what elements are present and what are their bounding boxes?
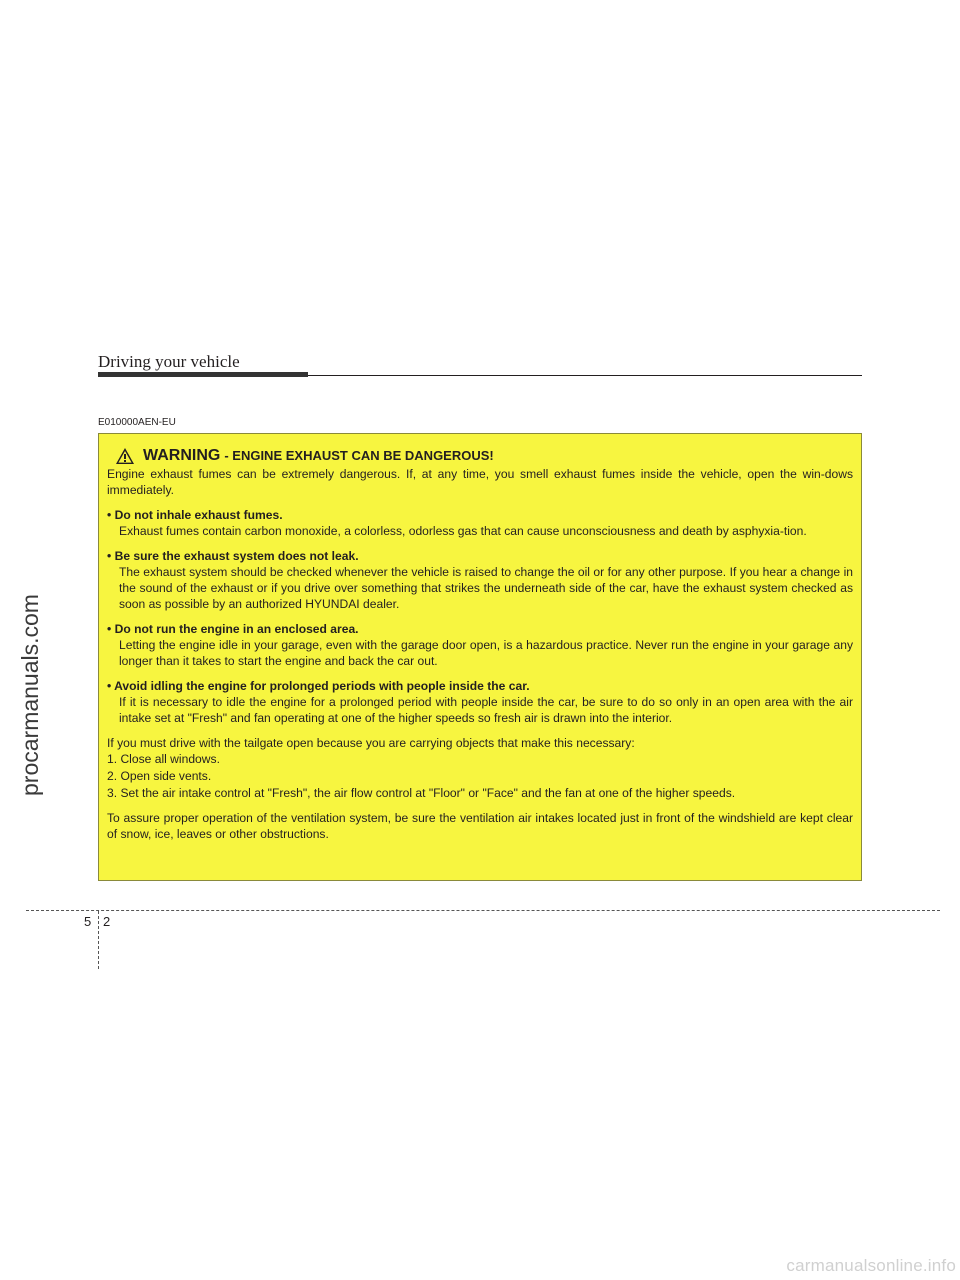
side-watermark [6,540,50,800]
bullet-title: • Avoid idling the engine for prolonged periods with people inside the car. [107,679,530,693]
step-item: 3. Set the air intake control at "Fresh", the air flow control at "Floor" or "Face" and the fan at one of the higher speeds. [107,786,736,800]
bullet-title: • Be sure the exhaust system does not leak. [107,549,359,563]
bullet-body: Letting the engine idle in your garage, even with the garage door open, is a hazardous practice. Never run the engine in your garage any longer than it takes to start the engine and back the car out. [119,638,853,668]
footer-vertical-rule [98,911,99,969]
side-watermark-text: procarmanuals.com [17,594,43,796]
bullet-body: The exhaust system should be checked whenever the vehicle is raised to change the oil or for any other purpose. If you hear a change in the sound of the exhaust or if you drive over something that strikes the underneath side of the car, have the exhaust system checked as soon as possible by an authorized HYUNDAI dealer. [119,565,853,611]
warning-intro: Engine exhaust fumes can be extremely dangerous. If, at any time, you smell exhaust fumes inside the vehicle, open the win-dows immediately. [107,467,853,497]
bullet-title: • Do not run the engine in an enclosed area. [107,622,359,636]
footer-dashed-rule [26,910,940,911]
chapter-number: 5 [84,914,92,929]
bullet-title: • Do not inhale exhaust fumes. [107,508,283,522]
warning-label: WARNING [143,447,221,464]
page-header-title: Driving your vehicle [98,352,240,371]
step-item: 1. Close all windows. [107,752,220,766]
page-number: 2 [103,914,111,929]
tailgate-intro: If you must drive with the tailgate open because you are carrying objects that make this necessary: [107,736,635,750]
warning-box [98,433,862,881]
bottom-watermark: carmanualsonline.info [786,1256,956,1275]
bullet-body: If it is necessary to idle the engine for a prolonged period with people inside the car, be sure to do so only in an open area with the air intake set at "Fresh" and fan operating at one of the higher speeds so fresh air is drawn into the interior. [119,695,853,725]
closing-paragraph: To assure proper operation of the ventilation system, be sure the ventilation air intakes located just in front of the windshield are kept clear of snow, ice, leaves or other obstructions. [107,811,853,841]
bullet-body: Exhaust fumes contain carbon monoxide, a colorless, odorless gas that can cause unconsciousness and death by asphyxia-tion. [119,524,807,538]
step-item: 2. Open side vents. [107,769,212,783]
warning-subtitle: - ENGINE EXHAUST CAN BE DANGEROUS! [224,448,494,463]
warning-heading [115,446,853,466]
header-bar [98,372,308,377]
section-code: E010000AEN-EU [98,417,176,428]
warning-triangle-icon [115,447,135,465]
